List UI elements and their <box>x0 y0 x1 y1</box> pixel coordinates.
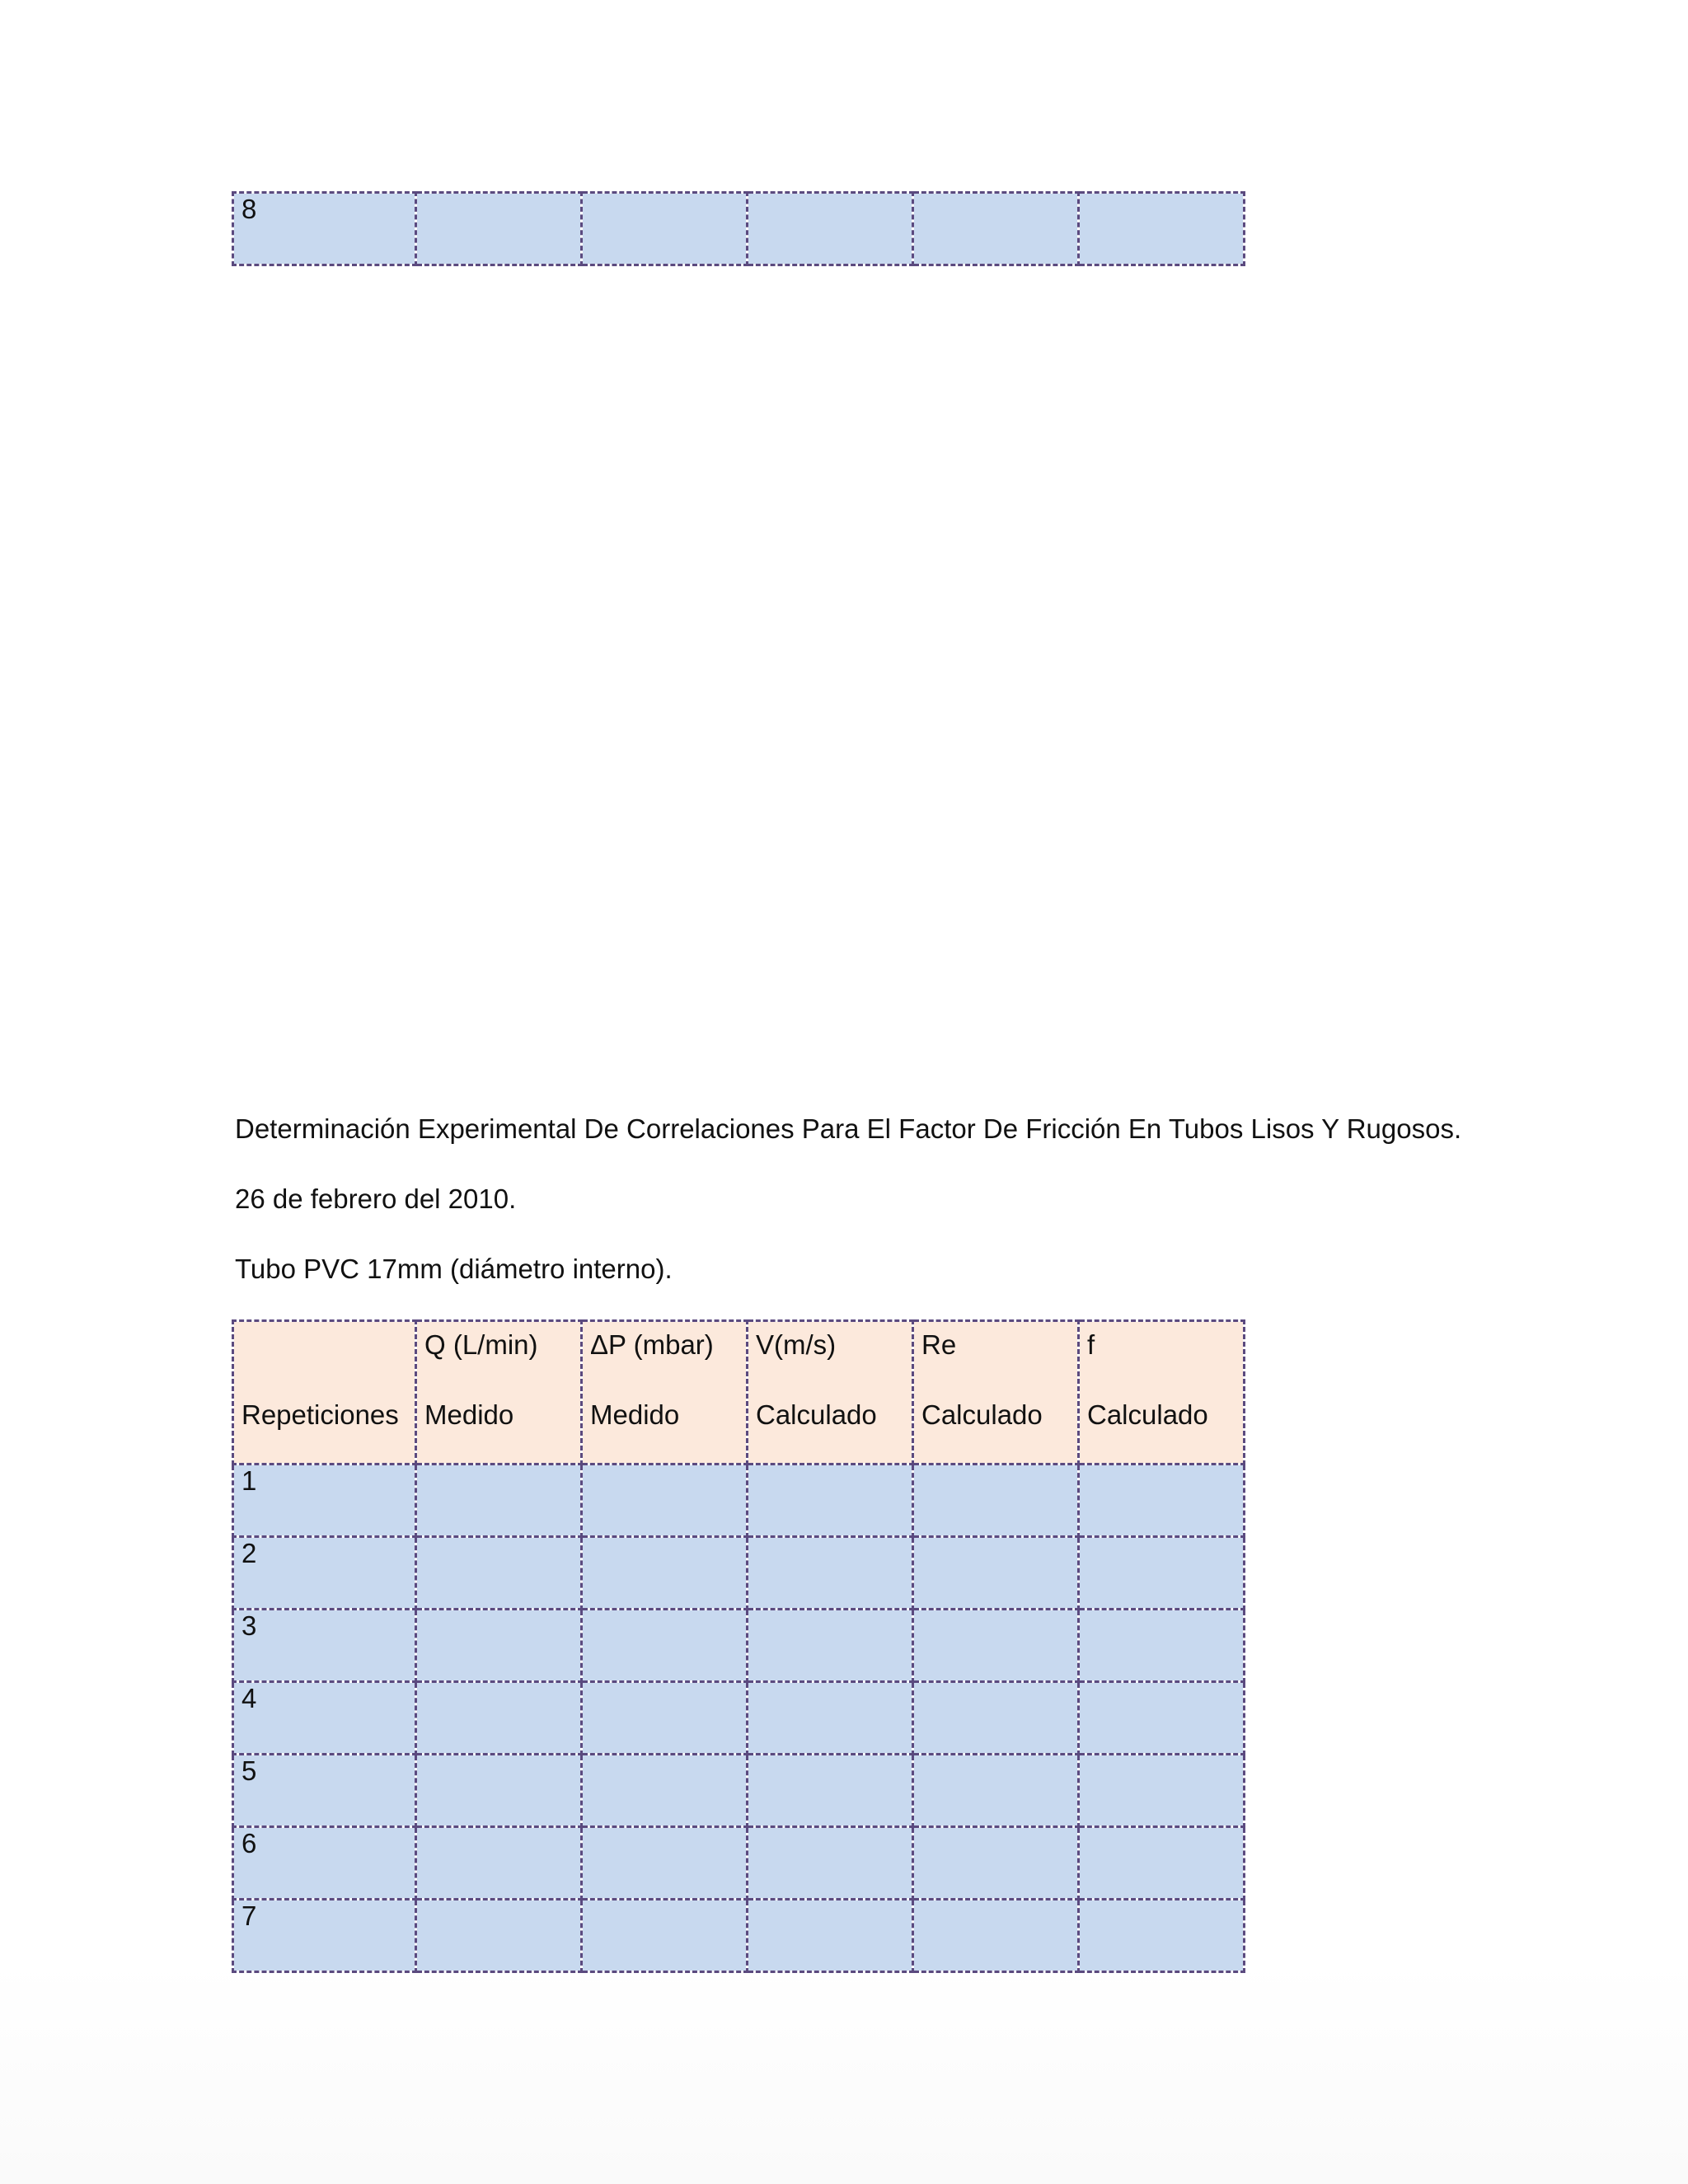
empty-cell <box>582 1755 748 1827</box>
header-cell-re <box>913 1321 1079 1465</box>
empty-cell <box>582 1900 748 1972</box>
row-number-cell: 3 <box>233 1610 416 1682</box>
header-line1: ΔP (mbar) <box>590 1329 714 1360</box>
empty-cell <box>913 1755 1079 1827</box>
empty-cell <box>913 1827 1079 1900</box>
empty-cell <box>582 1682 748 1755</box>
empty-cell <box>582 1827 748 1900</box>
empty-cell <box>1079 193 1245 265</box>
empty-cell <box>1079 1900 1245 1972</box>
header-line1: Q (L/min) <box>424 1329 538 1360</box>
table-row <box>233 1755 1245 1827</box>
header-line2: Medido <box>590 1399 680 1430</box>
empty-cell <box>416 1827 582 1900</box>
empty-cell <box>416 193 582 265</box>
table-row <box>233 1610 1245 1682</box>
continued-data-table <box>232 191 1245 266</box>
header-line2: Repeticiones <box>241 1399 399 1430</box>
empty-cell <box>913 1465 1079 1537</box>
empty-cell <box>582 1537 748 1610</box>
empty-cell <box>748 1682 913 1755</box>
empty-cell <box>582 1610 748 1682</box>
empty-cell <box>748 1900 913 1972</box>
header-line1 <box>241 1322 415 1392</box>
empty-cell <box>913 1900 1079 1972</box>
empty-cell <box>1079 1755 1245 1827</box>
empty-cell <box>748 1537 913 1610</box>
row-number-cell: 1 <box>233 1465 416 1537</box>
empty-cell <box>416 1755 582 1827</box>
table-row <box>233 1465 1245 1537</box>
table-row <box>233 1827 1245 1900</box>
table-row <box>233 1900 1245 1972</box>
empty-cell <box>913 193 1079 265</box>
empty-cell <box>1079 1610 1245 1682</box>
empty-cell <box>1079 1827 1245 1900</box>
empty-cell <box>416 1610 582 1682</box>
empty-cell <box>748 1610 913 1682</box>
table-row <box>233 193 1245 265</box>
table-row <box>233 1537 1245 1610</box>
empty-cell <box>913 1610 1079 1682</box>
header-line2: Calculado <box>1087 1399 1208 1430</box>
document-subtitle: Tubo PVC 17mm (diámetro interno). <box>235 1254 673 1284</box>
page-background <box>0 1961 1688 2184</box>
data-table <box>232 1319 1245 1973</box>
empty-cell <box>748 1755 913 1827</box>
header-line2: Medido <box>424 1399 514 1430</box>
header-line2: Calculado <box>756 1399 877 1430</box>
empty-cell <box>913 1682 1079 1755</box>
row-number-cell: 7 <box>233 1900 416 1972</box>
empty-cell <box>1079 1465 1245 1537</box>
row-number-cell: 8 <box>233 193 416 265</box>
row-number-cell: 6 <box>233 1827 416 1900</box>
header-cell-q <box>416 1321 582 1465</box>
empty-cell <box>582 193 748 265</box>
header-cell-v <box>748 1321 913 1465</box>
header-cell-repeticiones <box>233 1321 416 1465</box>
document-title: Determinación Experimental De Correlaciones Para El Factor De Fricción En Tubos Lisos Y Rugosos. <box>235 1113 1462 1144</box>
header-cell-delta-p <box>582 1321 748 1465</box>
empty-cell <box>748 193 913 265</box>
header-cell-f <box>1079 1321 1245 1465</box>
empty-cell <box>748 1465 913 1537</box>
empty-cell <box>582 1465 748 1537</box>
document-date: 26 de febrero del 2010. <box>235 1183 517 1214</box>
table-header-row <box>233 1321 1245 1465</box>
empty-cell <box>913 1537 1079 1610</box>
row-number-cell: 2 <box>233 1537 416 1610</box>
row-number-cell: 4 <box>233 1682 416 1755</box>
empty-cell <box>1079 1682 1245 1755</box>
empty-cell <box>1079 1537 1245 1610</box>
header-line1: Re <box>921 1329 957 1360</box>
empty-cell <box>416 1900 582 1972</box>
empty-cell <box>748 1827 913 1900</box>
empty-cell <box>416 1537 582 1610</box>
table-row <box>233 1682 1245 1755</box>
header-line1: f <box>1087 1329 1095 1360</box>
header-line1: V(m/s) <box>756 1329 837 1360</box>
header-line2: Calculado <box>921 1399 1043 1430</box>
row-number-cell: 5 <box>233 1755 416 1827</box>
empty-cell <box>416 1682 582 1755</box>
empty-cell <box>416 1465 582 1537</box>
